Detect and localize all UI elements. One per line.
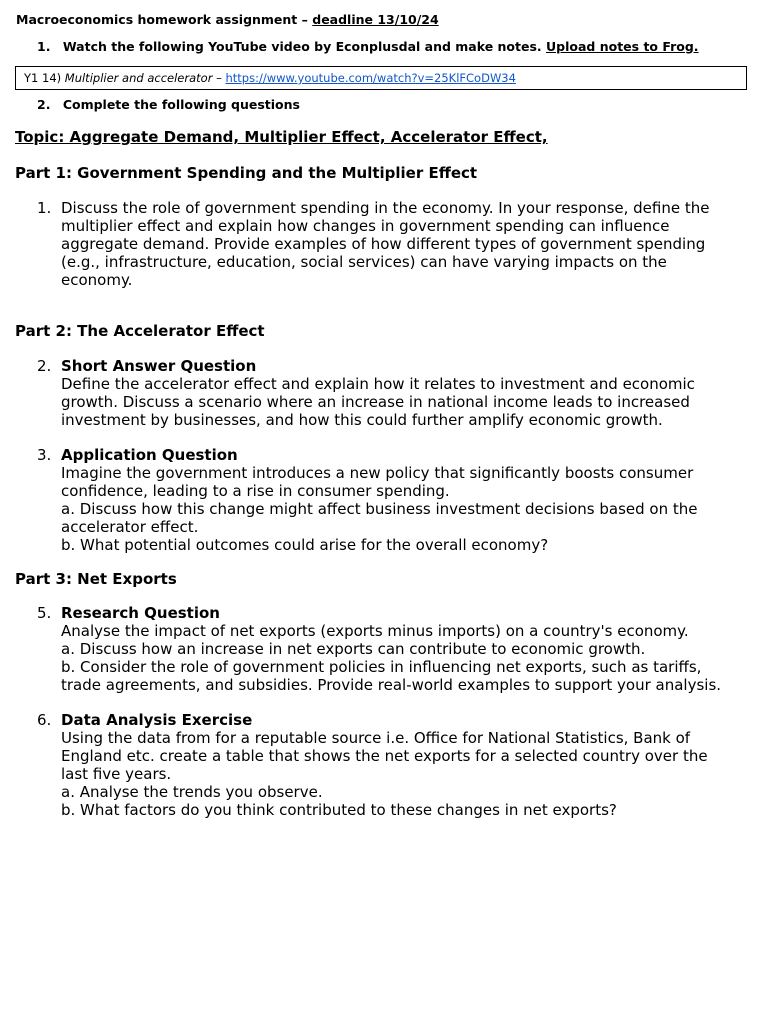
question-line: Analyse the impact of net exports (exports minus imports) on a country's economy. bbox=[61, 622, 689, 640]
question-line: accelerator effect. bbox=[61, 518, 199, 536]
question-line: b. What potential outcomes could arise for the overall economy? bbox=[61, 536, 549, 554]
question-line: Discuss the role of government spending in the economy. In your response, define the bbox=[61, 199, 710, 217]
part-1-heading: Part 1: Government Spending and the Multiplier Effect bbox=[15, 164, 478, 182]
instruction-1-number: 1. bbox=[37, 39, 51, 54]
youtube-link[interactable]: https://www.youtube.com/watch?v=25KlFCoDW34 bbox=[225, 71, 516, 85]
question-1-number: 1. bbox=[37, 199, 52, 217]
question-2-number: 2. bbox=[37, 357, 52, 375]
part-3-heading: Part 3: Net Exports bbox=[15, 570, 177, 588]
question-line: economy. bbox=[61, 271, 133, 289]
question-line: (e.g., infrastructure, education, social services) can have varying impacts on the bbox=[61, 253, 667, 271]
question-line: a. Discuss how an increase in net exports can contribute to economic growth. bbox=[61, 640, 646, 658]
question-line: b. Consider the role of government policies in influencing net exports, such as tariffs, bbox=[61, 658, 702, 676]
upload-notes-link: Upload notes to Frog. bbox=[546, 39, 699, 54]
question-line: investment by businesses, and how this could further amplify economic growth. bbox=[61, 411, 663, 429]
question-5-number: 5. bbox=[37, 604, 52, 622]
question-line: Using the data from for a reputable source i.e. Office for National Statistics, Bank of bbox=[61, 729, 691, 747]
question-line: multiplier effect and explain how changes in government spending can influence bbox=[61, 217, 670, 235]
question-line: aggregate demand. Provide examples of how different types of government spending bbox=[61, 235, 706, 253]
question-line: growth. Discuss a scenario where an increase in national income leads to increased bbox=[61, 393, 690, 411]
question-3 bbox=[61, 446, 751, 554]
question-line: last five years. bbox=[61, 765, 172, 783]
question-2 bbox=[61, 357, 751, 429]
video-link-box bbox=[15, 66, 747, 90]
question-line: b. What factors do you think contributed to these changes in net exports? bbox=[61, 801, 617, 819]
assignment-header bbox=[16, 12, 439, 27]
header-title: Macroeconomics homework assignment – bbox=[16, 12, 313, 27]
instruction-1 bbox=[37, 39, 699, 54]
question-line: confidence, leading to a rise in consumer spending. bbox=[61, 482, 450, 500]
instruction-2 bbox=[37, 97, 300, 112]
question-6-number: 6. bbox=[37, 711, 52, 729]
video-dash: – bbox=[212, 71, 226, 85]
question-line: a. Analyse the trends you observe. bbox=[61, 783, 323, 801]
question-5-title: Research Question bbox=[61, 604, 220, 622]
video-label-prefix: Y1 14) bbox=[24, 71, 65, 85]
topic-heading: Topic: Aggregate Demand, Multiplier Effect, Accelerator Effect, bbox=[15, 128, 548, 146]
deadline: deadline 13/10/24 bbox=[312, 12, 439, 27]
question-6 bbox=[61, 711, 751, 819]
video-title: Multiplier and accelerator bbox=[64, 71, 213, 85]
question-3-title: Application Question bbox=[61, 446, 238, 464]
part-2-heading: Part 2: The Accelerator Effect bbox=[15, 322, 265, 340]
instruction-2-number: 2. bbox=[37, 97, 51, 112]
instruction-1-text: Watch the following YouTube video by Econplusdal and make notes. bbox=[62, 39, 547, 54]
question-5 bbox=[61, 604, 751, 694]
question-3-number: 3. bbox=[37, 446, 52, 464]
question-line: England etc. create a table that shows the net exports for a selected country over the bbox=[61, 747, 708, 765]
question-line: Imagine the government introduces a new policy that significantly boosts consumer bbox=[61, 464, 694, 482]
question-6-title: Data Analysis Exercise bbox=[61, 711, 253, 729]
question-2-title: Short Answer Question bbox=[61, 357, 257, 375]
question-line: Define the accelerator effect and explain how it relates to investment and economic bbox=[61, 375, 695, 393]
instruction-2-text: Complete the following questions bbox=[62, 97, 300, 112]
question-line: a. Discuss how this change might affect business investment decisions based on the bbox=[61, 500, 698, 518]
question-line: trade agreements, and subsidies. Provide real-world examples to support your analysis. bbox=[61, 676, 722, 694]
question-1 bbox=[61, 199, 751, 289]
